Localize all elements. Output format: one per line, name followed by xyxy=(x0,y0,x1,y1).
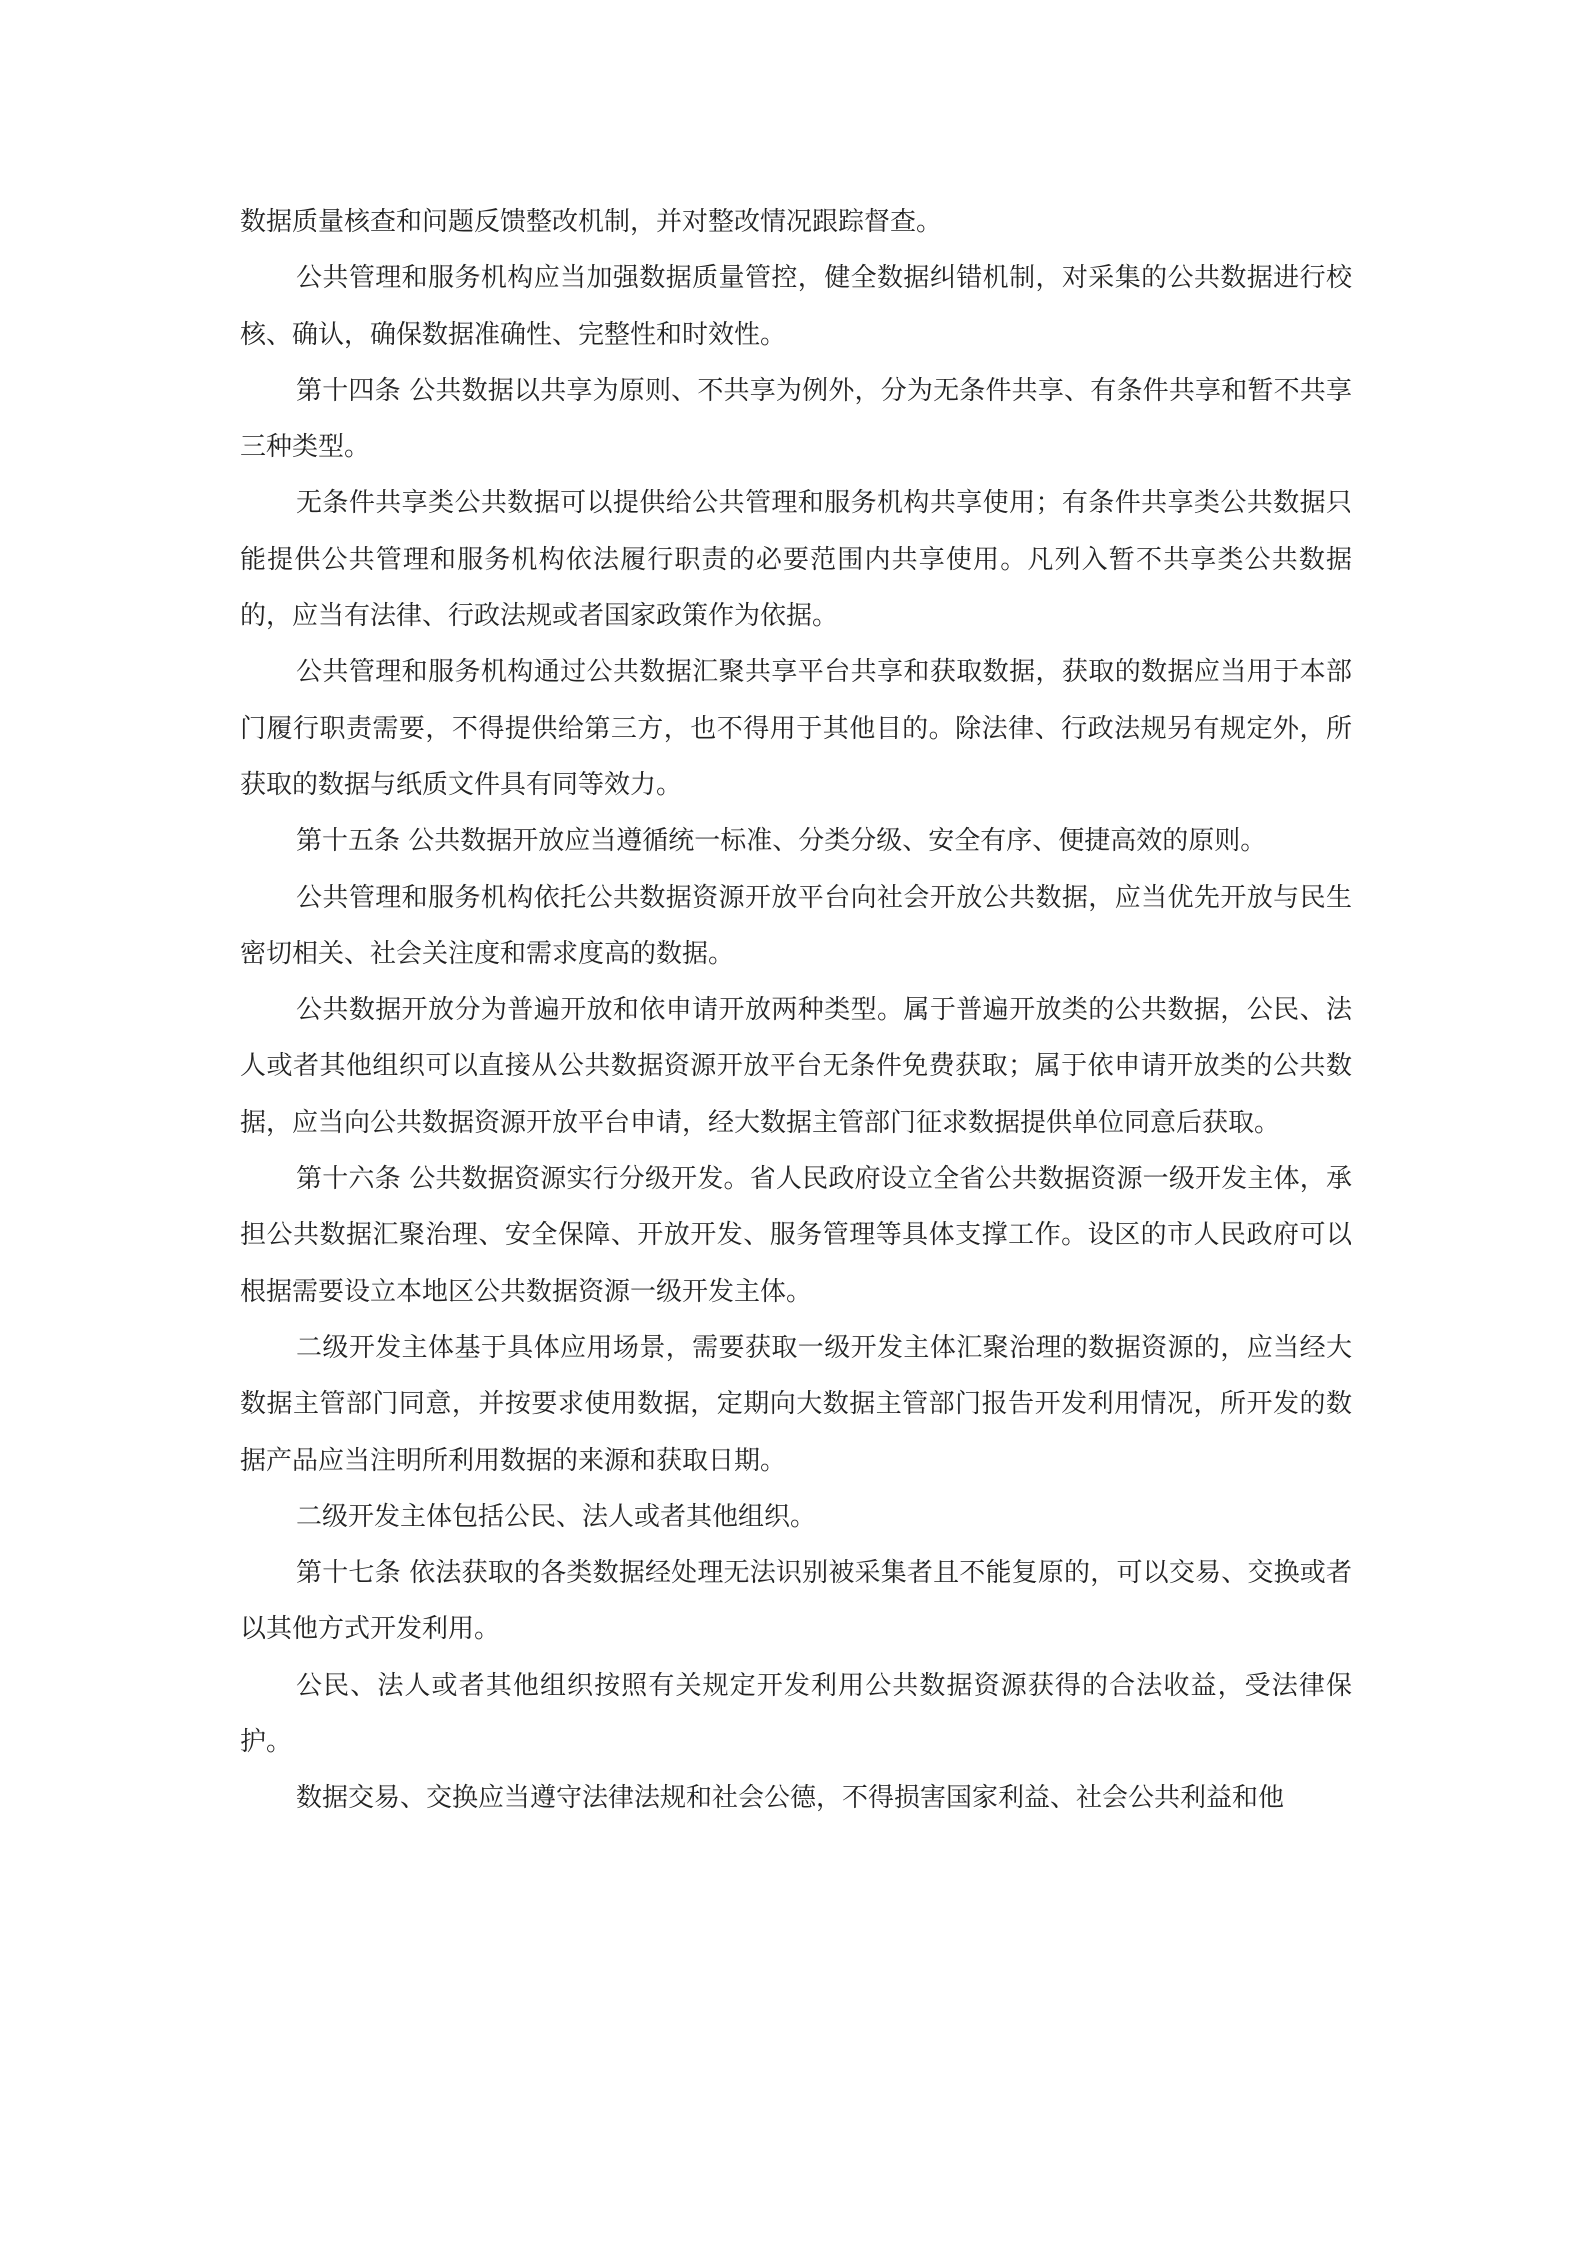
paragraph-article-17: 第十七条 依法获取的各类数据经处理无法识别被采集者且不能复原的，可以交易、交换或者以其他方式开发利用。 xyxy=(240,1558,1352,1645)
paragraph-article-14: 第十四条 公共数据以共享为原则、不共享为例外，分为无条件共享、有条件共享和暂不共享三种类型。 xyxy=(240,375,1352,463)
paragraph-lawful-income: 公民、法人或者其他组织按照有关规定开发利用公共数据资源获得的合法收益，受法律保护。 xyxy=(240,1670,1352,1758)
paragraph-article-15: 第十五条 公共数据开放应当遵循统一标准、分类分级、安全有序、便捷高效的原则。 xyxy=(296,826,1267,857)
paragraph-data-trading: 数据交易、交换应当遵守法律法规和社会公德，不得损害国家利益、社会公共利益和他 xyxy=(296,1783,1285,1814)
paragraph-sharing-types: 无条件共享类公共数据可以提供给公共管理和服务机构共享使用；有条件共享类公共数据只能提供公共管理和服务机构依法履行职责的必要范围内共享使用。凡列入暂不共享类公共数据的，应当有法律、行政法规或者国家政策作为依据。 xyxy=(240,488,1352,632)
paragraph-secondary-developers: 二级开发主体基于具体应用场景，需要获取一级开发主体汇聚治理的数据资源的，应当经大数据主管部门同意，并按要求使用数据，定期向大数据主管部门报告开发利用情况，所开发的数据产品应当注明所利用数据的来源和获取日期。 xyxy=(240,1332,1352,1476)
paragraph-article-16: 第十六条 公共数据资源实行分级开发。省人民政府设立全省公共数据资源一级开发主体，承担公共数据汇聚治理、安全保障、开放开发、服务管理等具体支撑工作。设区的市人民政府可以根据需要设立本地区公共数据资源一级开发主体。 xyxy=(240,1164,1352,1307)
paragraph-sharing-platform: 公共管理和服务机构通过公共数据汇聚共享平台共享和获取数据，获取的数据应当用于本部门履行职责需要，不得提供给第三方，也不得用于其他目的。除法律、行政法规另有规定外，所获取的数据与纸质文件具有同等效力。 xyxy=(240,657,1352,800)
paragraph-continuation: 数据质量核查和问题反馈整改机制，并对整改情况跟踪督查。 xyxy=(240,207,943,237)
paragraph-secondary-scope: 二级开发主体包括公民、法人或者其他组织。 xyxy=(296,1501,817,1532)
paragraph-open-types: 公共数据开放分为普遍开放和依申请开放两种类型。属于普遍开放类的公共数据，公民、法人或者其他组织可以直接从公共数据资源开放平台无条件免费获取；属于依申请开放类的公共数据，应当向公共数据资源开放平台申请，经大数据主管部门征求数据提供单位同意后获取。 xyxy=(240,995,1352,1138)
paragraph-open-platform: 公共管理和服务机构依托公共数据资源开放平台向社会开放公共数据，应当优先开放与民生密切相关、社会关注度和需求度高的数据。 xyxy=(240,882,1352,969)
document-body xyxy=(240,194,1352,1827)
paragraph-data-quality-control: 公共管理和服务机构应当加强数据质量管控，健全数据纠错机制，对采集的公共数据进行校核、确认，确保数据准确性、完整性和时效性。 xyxy=(240,263,1352,350)
